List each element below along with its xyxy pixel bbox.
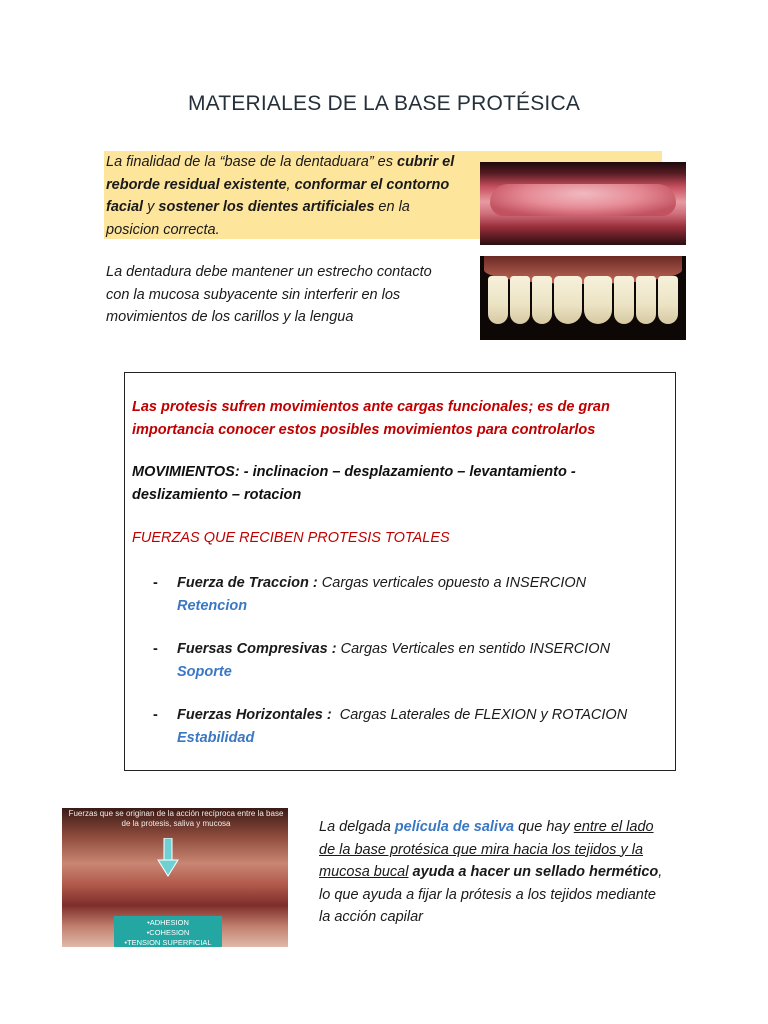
intro-text [104,151,466,241]
force-effect: Retencion [177,597,248,614]
intro-bold-contorno: conformar el contorno facial [106,176,450,215]
tooth [636,276,656,324]
intro-text-part: y [143,199,159,215]
box-intro-red: Las protesis sufren movimientos ante cargas funcionales; es de gran importancia conocer estos posibles movimientos para controlarlos [132,399,610,438]
forces-box [124,372,676,771]
force-item-traccion [153,572,663,617]
para3-text: La delgada [319,819,395,835]
gum-ridge [490,184,676,216]
down-arrow-icon [157,838,179,878]
illustration-caption: Fuerzas que se originan de la acción recíproca entre la base de la protesis, saliva y mucosa [68,809,284,828]
page-title: MATERIALES DE LA BASE PROTÉSICA [187,92,581,115]
tooth [614,276,634,324]
intro-text-part: en la posicion correcta. [106,199,410,238]
force-name: Fuerza de Traccion : [177,575,318,591]
tooth [554,276,582,324]
force-desc: Cargas Verticales en sentido INSERCION [336,641,611,657]
para3-text: , lo que ayuda a fijar la prótesis a los tejidos mediante la acción capilar [319,864,663,925]
tooth [532,276,552,324]
saliva-properties-tag [114,916,222,947]
tooth [658,276,678,324]
intro-bold-reborde: cubrir el reborde residual existente [106,154,455,193]
saliva-paragraph [319,816,664,929]
tag-line: •TENSION SUPERFICIAL [124,938,212,947]
para3-underlined: entre el lado de la base protésica que mira hacia los tejidos y la mucosa bucal [319,819,654,880]
force-desc: Cargas verticales opuesto a INSERCION [317,575,587,591]
force-name: Fuerzas Horizontales : [177,707,332,723]
intro-bold-dientes: sostener los dientes artificiales [158,199,375,215]
force-effect: Soporte [177,663,232,680]
force-name: Fuersas Compresivas : [177,641,337,657]
movements-line: MOVIMIENTOS: - inclinacion – desplazamiento – levantamiento - deslizamiento – rotacion [132,464,576,503]
saliva-film-term: película de saliva [394,819,515,835]
tooth [488,276,508,324]
tooth [510,276,530,324]
tooth [584,276,612,324]
tag-line: •ADHESION [147,918,189,927]
force-item-horizontales [153,704,663,749]
para3-bold: ayuda a hacer un sellado hermético [412,864,659,880]
intro-text-part: , [286,176,295,193]
gums-photo [480,162,686,245]
intro-text-part: La finalidad de la “base de la dentaduara” es [106,154,398,170]
force-item-compresivas [153,638,663,683]
bullet-dash: - [153,575,158,591]
bullet-dash: - [153,707,158,723]
forces-heading: FUERZAS QUE RECIBEN PROTESIS TOTALES [132,530,450,546]
teeth-photo [480,256,686,340]
saliva-illustration [62,808,288,947]
teeth-row [488,276,678,324]
bullet-dash: - [153,641,158,657]
force-desc: Cargas Laterales de FLEXION y ROTACION [331,707,628,723]
para3-text: que hay [514,819,574,835]
tag-line: •COHESION [146,928,190,937]
mucosa-paragraph: La dentadura debe mantener un estrecho contacto con la mucosa subyacente sin interferir en los movimientos de los carillos y la lengua [106,264,432,325]
force-effect: Estabilidad [177,729,255,746]
